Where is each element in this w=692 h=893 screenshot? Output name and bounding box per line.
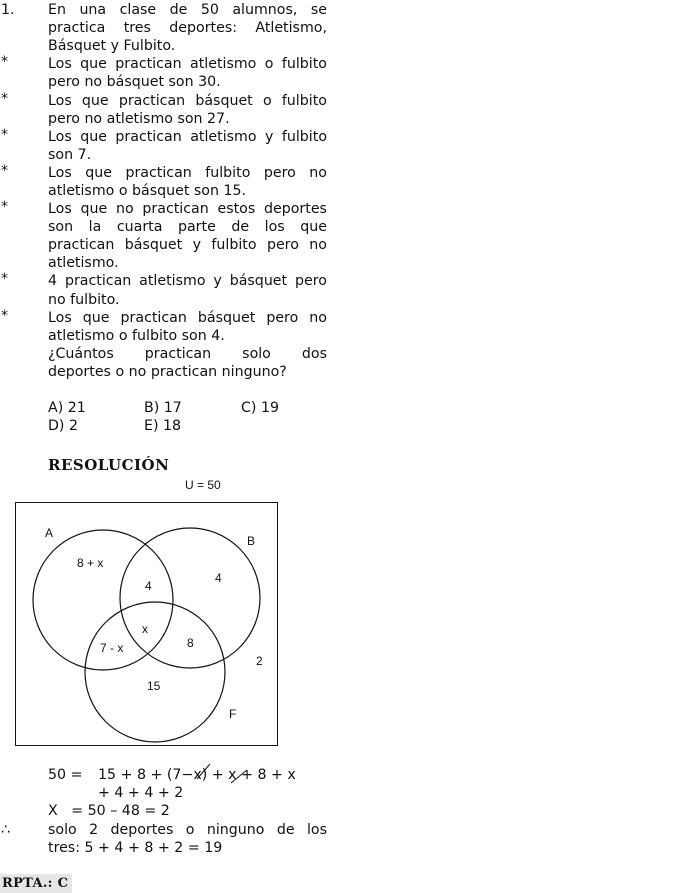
word: practica — [48, 20, 106, 36]
word: fulbito — [211, 237, 257, 253]
region-center: x — [142, 622, 148, 636]
option-c: C) 19 — [241, 400, 280, 416]
region-f-only: 15 — [147, 679, 161, 693]
word: que — [82, 310, 110, 326]
set-f-label: F — [229, 707, 237, 721]
option-d: D) 2 — [48, 418, 78, 434]
word: atletismo o básquet son 15. — [48, 183, 247, 199]
word: que — [300, 219, 327, 235]
bullet-marker: * — [1, 308, 9, 324]
word: tres: 5 + 4 + 8 + 2 = 19 — [48, 840, 223, 856]
word: tres — [123, 20, 151, 36]
word: practican — [144, 346, 212, 362]
word: ninguno — [206, 822, 265, 838]
word: no — [309, 165, 327, 181]
word: practican — [142, 201, 209, 217]
word: no — [115, 201, 134, 217]
bullet-marker: * — [1, 54, 9, 70]
word: clase — [119, 2, 157, 18]
region-b-and-f: 8 — [187, 636, 194, 650]
word: atletismo. — [48, 255, 119, 271]
word: los — [264, 219, 285, 235]
set-f-circle — [85, 602, 225, 742]
region-a-only: 8 + x — [77, 556, 104, 570]
resolution-heading: RESOLUCIÓN — [48, 456, 170, 474]
word: que — [85, 165, 112, 181]
word: fulbito — [281, 129, 327, 145]
solve-line: X = 50 – 48 = 2 — [48, 803, 170, 819]
word: y — [265, 129, 274, 145]
word: que — [80, 129, 107, 145]
word: pero — [263, 165, 296, 181]
answer-badge: RPTA.: C — [0, 874, 72, 893]
word: son 7. — [48, 147, 92, 163]
set-a-label: A — [45, 526, 54, 540]
word: o — [264, 56, 274, 72]
word: los — [306, 822, 327, 838]
bullet-marker: * — [1, 127, 9, 143]
word: o — [185, 822, 195, 838]
problem-number: 1. — [1, 2, 15, 18]
word: de — [231, 219, 250, 235]
word: de — [169, 2, 188, 18]
word: atletismo — [139, 273, 206, 289]
word: atletismo — [190, 56, 257, 72]
word: Los — [48, 201, 72, 217]
word: fulbito — [281, 93, 327, 109]
word: cuarta — [116, 219, 163, 235]
word: Atletismo, — [255, 20, 327, 36]
word: pero — [266, 237, 299, 253]
word: En — [48, 2, 66, 18]
option-e: E) 18 — [144, 418, 182, 434]
word: practican — [120, 310, 187, 326]
equation-continuation: + 4 + 4 + 2 — [98, 785, 184, 801]
equation-rhs: 15 + 8 + (7−x) + x + 8 + x — [98, 767, 296, 783]
option-b: B) 17 — [144, 400, 182, 416]
word: o — [262, 93, 272, 109]
word: practican — [48, 237, 115, 253]
word: atletismo — [190, 129, 257, 145]
word: no fulbito. — [48, 292, 120, 308]
word: y — [192, 237, 201, 253]
word: no — [309, 310, 327, 326]
word: pero no atletismo son 27. — [48, 111, 230, 127]
therefore-symbol: ∴ — [1, 822, 11, 838]
bullet-marker: * — [1, 163, 9, 179]
option-a: A) 21 — [48, 400, 86, 416]
word: pero — [295, 273, 327, 289]
word: que — [81, 93, 109, 109]
word: Los — [48, 310, 72, 326]
word: básquet — [124, 237, 183, 253]
word: dos — [301, 346, 327, 362]
word: Los — [48, 165, 72, 181]
word: básquet — [195, 93, 253, 109]
word: alumnos, — [232, 2, 298, 18]
word: básquet — [229, 273, 288, 289]
bullet-marker: * — [1, 271, 9, 287]
word: fulbito — [205, 165, 251, 181]
word: practican — [64, 273, 132, 289]
word: deportes — [264, 201, 327, 217]
word: 50 — [200, 2, 219, 18]
word: básquet — [197, 310, 256, 326]
word: se — [310, 2, 327, 18]
region-a-and-f: 7 - x — [100, 641, 124, 655]
word: practican — [118, 93, 186, 109]
text-line — [48, 821, 327, 839]
word: de — [276, 822, 295, 838]
word: deportes: — [169, 20, 237, 36]
word: Básquet y Fulbito. — [48, 38, 176, 54]
word: solo — [48, 822, 77, 838]
region-outside: 2 — [256, 654, 263, 668]
text-line — [48, 839, 222, 857]
word: no — [309, 237, 327, 253]
word: ¿Cuántos — [48, 346, 114, 362]
word: deportes — [110, 822, 174, 838]
bullet-marker: * — [1, 199, 9, 215]
word: Los — [48, 56, 72, 72]
word: practican — [115, 56, 182, 72]
word: fulbito — [281, 56, 327, 72]
word: que — [80, 56, 107, 72]
universe-label: U = 50 — [185, 478, 221, 492]
bullet-marker: * — [1, 91, 9, 107]
word: Los — [48, 129, 72, 145]
word: son — [48, 219, 74, 235]
region-b-only: 4 — [215, 571, 222, 585]
word: atletismo o fulbito son 4. — [48, 328, 225, 344]
word: parte — [177, 219, 216, 235]
word: practican — [125, 165, 192, 181]
word: que — [80, 201, 108, 217]
word: practican — [115, 129, 182, 145]
word: 2 — [89, 822, 99, 838]
set-b-label: B — [247, 534, 256, 548]
equation-lhs: 50 = — [48, 767, 83, 783]
word: y — [213, 273, 222, 289]
word: la — [88, 219, 102, 235]
word: pero — [266, 310, 299, 326]
word: Los — [48, 93, 72, 109]
region-a-and-b: 4 — [145, 579, 152, 593]
word: 4 — [48, 273, 58, 289]
word: solo — [242, 346, 271, 362]
word: estos — [217, 201, 256, 217]
word: deportes o no practican ninguno? — [48, 364, 287, 380]
word: pero no básquet son 30. — [48, 74, 221, 90]
word: una — [79, 2, 107, 18]
